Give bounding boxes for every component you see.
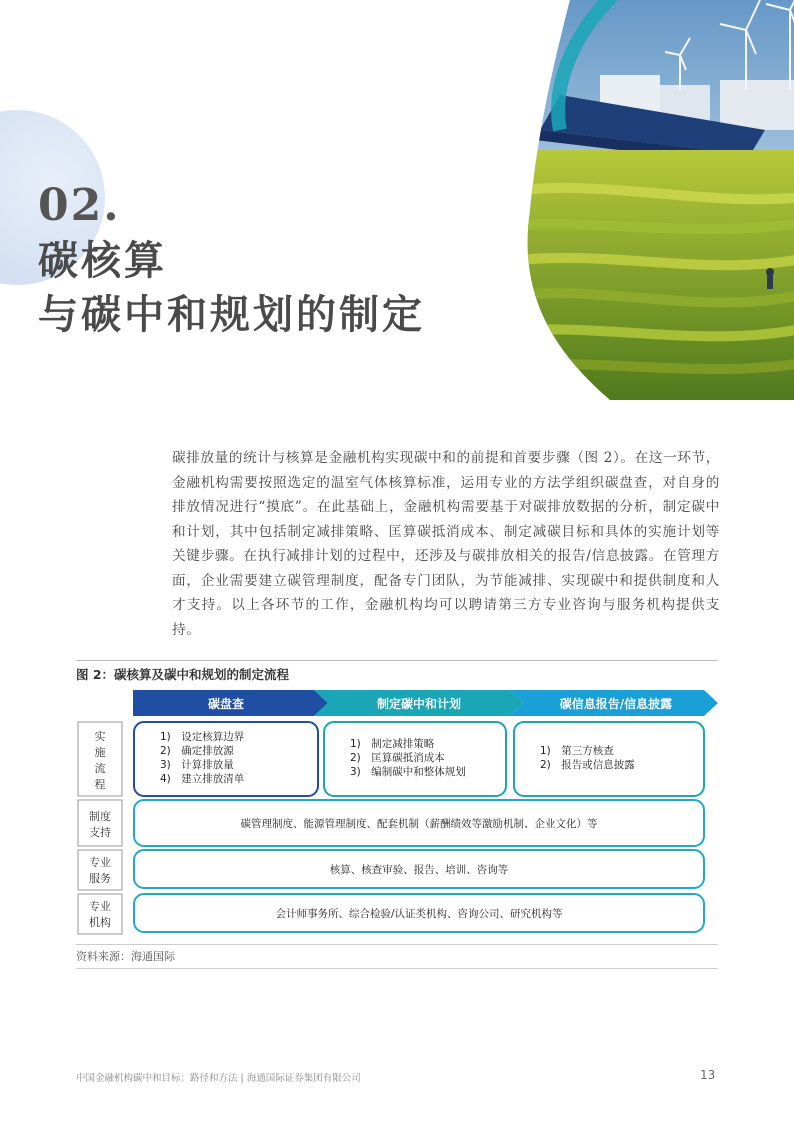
- process-flowchart: [76, 680, 718, 942]
- agency-support-text: 会计师事务所、综合检验/认证类机构、咨询公司、研究机构等: [275, 908, 563, 920]
- chapter-title-line1: 碳核算: [38, 237, 167, 284]
- footer-report-title: 中国金融机构碳中和目标：路径和方法 | 海通国际证券集团有限公司: [76, 1073, 361, 1084]
- row-label-system-1: 制度: [89, 810, 111, 823]
- chapter-number: 02.: [38, 180, 121, 231]
- row-label-agency-2: 机构: [89, 916, 111, 929]
- step-plan-2: 2) 匡算碳抵消成本: [350, 752, 445, 764]
- stage-label-2: 制定碳中和计划: [376, 697, 462, 711]
- service-support-text: 核算、核查审验、报告、培训、咨询等: [329, 864, 509, 876]
- step-inventory-2: 2) 确定排放源: [160, 745, 234, 757]
- figure-source: 资料来源：海通国际: [76, 944, 718, 969]
- chapter-title-line2: 与碳中和规划的制定: [38, 291, 425, 338]
- row-label-system-2: 支持: [89, 826, 111, 839]
- stage-label-1: 碳盘查: [207, 697, 245, 711]
- figure-title: 图 2：碳核算及碳中和规划的制定流程: [76, 660, 718, 683]
- row-label-implementation-1: 实: [94, 730, 106, 743]
- step-inventory-4: 4) 建立排放清单: [160, 773, 245, 785]
- page-number: 13: [700, 1068, 716, 1082]
- row-label-implementation-3: 流: [94, 762, 106, 775]
- body-paragraph: 碳排放量的统计与核算是金融机构实现碳中和的前提和首要步骤（图 2）。在这一环节，金融机构需要按照选定的温室气体核算标准，运用专业的方法学组织碳盘查，对自身的排放情况进行“摸底”。在此基础上，金融机构需要基于对碳排放数据的分析，制定碳中和计划，其中包括制定减排策略、匡算碳抵消成本、制定减碳目标和具体的实施计划等关键步骤。在执行减排计划的过程中，还涉及与碳排放相关的报告/信息披露。在管理方面，企业需要建立碳管理制度，配备专门团队，为节能减排、实现碳中和提供制度和人才支持。以上各环节的工作，金融机构均可以聘请第三方专业咨询与服务机构提供支持。: [172, 450, 720, 638]
- row-label-implementation-2: 施: [94, 746, 106, 759]
- stage-label-3: 碳信息报告/信息披露: [559, 697, 673, 711]
- step-plan-1: 1) 制定减排策略: [350, 738, 435, 750]
- row-label-box-system: [78, 800, 122, 846]
- row-label-agency-1: 专业: [89, 900, 111, 913]
- system-support-text: 碳管理制度、能源管理制度、配套机制（薪酬绩效等激励机制、企业文化）等: [240, 818, 598, 830]
- hero-photo-renewables: [520, 0, 794, 400]
- row-label-service-1: 专业: [89, 856, 111, 869]
- row-label-service-2: 服务: [89, 872, 111, 885]
- step-plan-3: 3) 编制碳中和整体规划: [350, 766, 466, 778]
- step-inventory-1: 1) 设定核算边界: [160, 731, 245, 743]
- step-disclosure-2: 2) 报告或信息披露: [540, 759, 635, 771]
- step-inventory-3: 3) 计算排放量: [160, 759, 234, 771]
- row-label-implementation-4: 程: [94, 778, 106, 791]
- chapter-heading: [38, 178, 425, 342]
- step-disclosure-1: 1) 第三方核查: [540, 745, 614, 757]
